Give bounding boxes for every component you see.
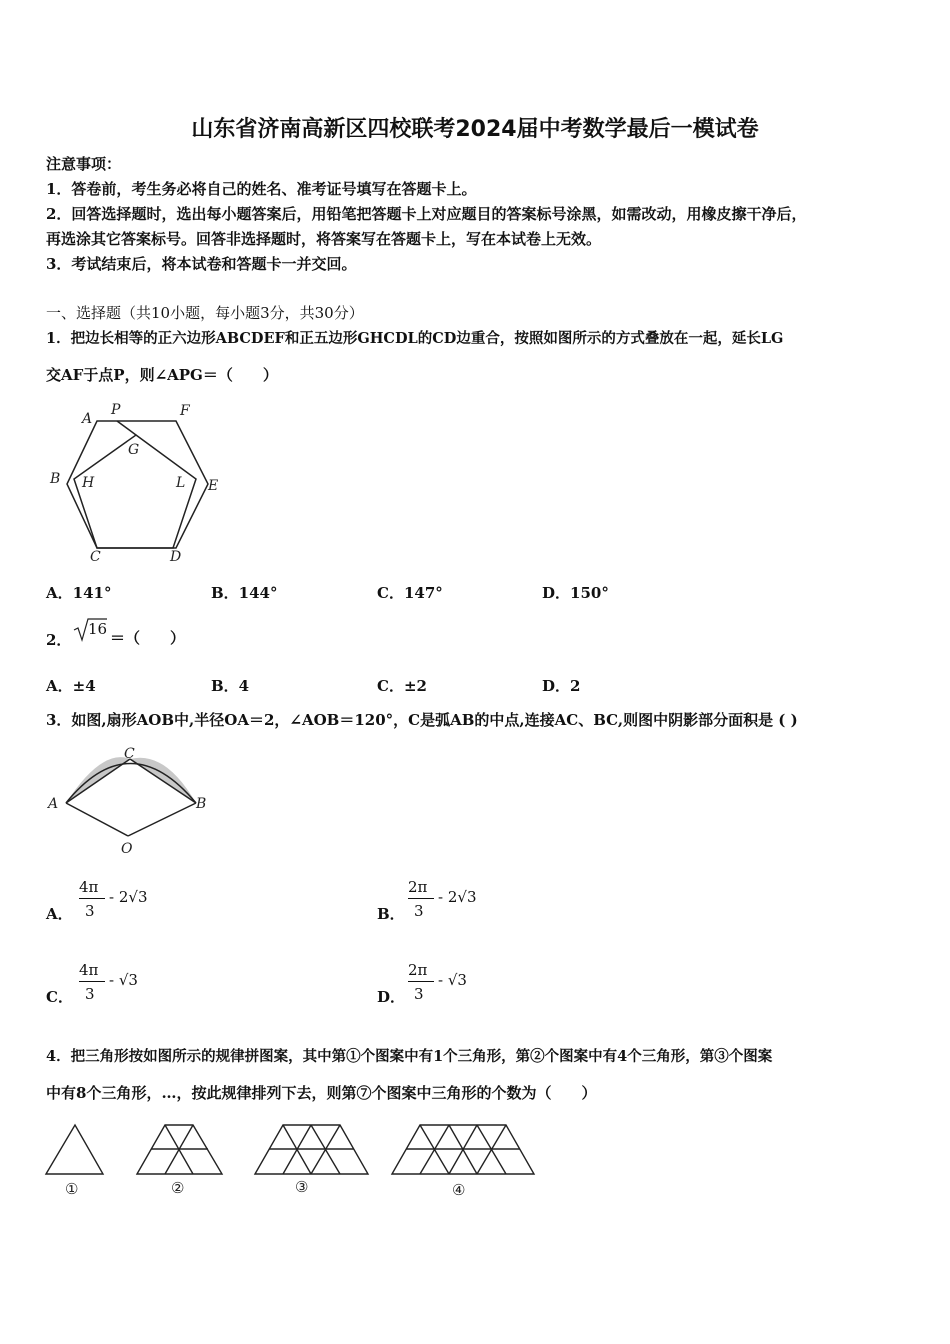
chord-ac bbox=[66, 759, 130, 803]
label-c: C bbox=[124, 746, 135, 762]
extension-line-lg bbox=[117, 421, 136, 435]
label-a: A bbox=[48, 796, 59, 812]
fraction-bar bbox=[408, 981, 434, 982]
pattern-label-4: ④ bbox=[452, 1181, 466, 1199]
q2-option-b[interactable]: B．4 bbox=[211, 677, 250, 695]
q3-option-b-rest: - 2√3 bbox=[438, 888, 477, 906]
q1-line-1: 1．把边长相等的正六边形ABCDEF和正五边形GHCDL的CD边重合，按照如图所示的方式叠放在一起，延长LG bbox=[46, 330, 784, 347]
label-b: B bbox=[50, 471, 61, 487]
q3-option-d-letter[interactable]: D． bbox=[377, 988, 406, 1006]
page-title: 山东省济南高新区四校联考2024届中考数学最后一模试卷 bbox=[191, 117, 759, 142]
pattern-label-3: ③ bbox=[295, 1178, 309, 1196]
q1-option-b[interactable]: B．144° bbox=[211, 584, 278, 602]
q2-option-d[interactable]: D．2 bbox=[542, 677, 581, 695]
q3-option-b-expr[interactable] bbox=[408, 878, 508, 924]
notes-line-2b: 再选涂其它答案标号。回答非选择题时，将答案写在答题卡上，写在本试卷上无效。 bbox=[46, 230, 602, 248]
q3-text: 3．如图,扇形AOB中,半径OA＝2，∠AOB＝120°，C是弧AB的中点,连接AC、BC,则图中阴影部分面积是 ( ) bbox=[46, 711, 798, 729]
pattern-2-shape bbox=[137, 1125, 222, 1174]
q1-line-2: 交AF于点P，则∠APG＝（ ） bbox=[46, 366, 278, 384]
notes-heading: 注意事项： bbox=[46, 155, 122, 173]
q3-option-c-den: 3 bbox=[85, 985, 95, 1003]
label-e: E bbox=[208, 478, 219, 494]
label-a: A bbox=[82, 411, 93, 427]
pattern-4-shape bbox=[392, 1125, 534, 1174]
q3-option-c-rest: - √3 bbox=[109, 971, 138, 989]
q3-option-d-den: 3 bbox=[414, 985, 424, 1003]
q2-option-c[interactable]: C．±2 bbox=[377, 677, 427, 695]
q3-option-a-expr[interactable] bbox=[79, 878, 179, 924]
label-g: G bbox=[128, 442, 140, 458]
q2-option-a[interactable]: A．±4 bbox=[46, 677, 96, 695]
radius-ob bbox=[128, 803, 196, 836]
q3-option-b-letter[interactable]: B． bbox=[377, 905, 405, 923]
q3-option-a-den: 3 bbox=[85, 902, 95, 920]
q2-number: 2． bbox=[46, 631, 72, 649]
q3-option-a-rest: - 2√3 bbox=[109, 888, 148, 906]
sector-figure bbox=[40, 744, 220, 859]
label-f: F bbox=[180, 403, 190, 419]
label-c: C bbox=[90, 549, 101, 565]
notes-line-3: 3．考试结束后，将本试卷和答题卡一并交回。 bbox=[46, 255, 357, 273]
radius-oa bbox=[66, 803, 128, 836]
label-b: B bbox=[196, 796, 207, 812]
arc-ab bbox=[66, 764, 196, 804]
notes-line-2a: 2．回答选择题时，选出每小题答案后，用铅笔把答题卡上对应题目的答案标号涂黑，如需改动，用橡皮擦干净后， bbox=[46, 205, 807, 223]
triangle-patterns-figure bbox=[40, 1120, 540, 1205]
q1-option-c[interactable]: C．147° bbox=[377, 584, 443, 602]
q3-option-b-den: 3 bbox=[414, 902, 424, 920]
q3-option-d-num: 2π bbox=[408, 961, 428, 979]
notes-line-1: 1．答卷前，考生务必将自己的姓名、准考证号填写在答题卡上。 bbox=[46, 180, 477, 198]
hexagon-pentagon-figure bbox=[40, 398, 230, 568]
q3-option-d-expr[interactable] bbox=[408, 961, 508, 1007]
pattern-3-shape bbox=[255, 1125, 368, 1174]
section-heading: 一、选择题（共10小题，每小题3分，共30分） bbox=[46, 304, 364, 322]
q1-option-d[interactable]: D．150° bbox=[542, 584, 609, 602]
q4-line-2: 中有8个三角形，…，按此规律排列下去，则第⑦个图案中三角形的个数为（ ） bbox=[46, 1084, 597, 1102]
q1-option-a[interactable]: A．141° bbox=[46, 584, 112, 602]
pattern-label-1: ① bbox=[65, 1180, 79, 1198]
q4-line-1: 4．把三角形按如图所示的规律拼图案，其中第①个图案中有1个三角形，第②个图案中有4个三角形，第③个图案 bbox=[46, 1048, 773, 1065]
q3-option-c-num: 4π bbox=[79, 961, 99, 979]
q3-option-b-num: 2π bbox=[408, 878, 428, 896]
label-p: P bbox=[111, 402, 121, 418]
q3-option-d-rest: - √3 bbox=[438, 971, 467, 989]
label-l: L bbox=[176, 475, 186, 491]
label-h: H bbox=[82, 475, 95, 491]
pattern-1-shape bbox=[46, 1125, 103, 1174]
q2-radicand: 16 bbox=[88, 620, 108, 638]
fraction-bar bbox=[79, 981, 105, 982]
q2-tail: ＝（ ） bbox=[110, 629, 186, 647]
q3-option-c-expr[interactable] bbox=[79, 961, 179, 1007]
q3-option-a-letter[interactable]: A． bbox=[46, 905, 73, 923]
pattern-label-2: ② bbox=[171, 1179, 185, 1197]
label-d: D bbox=[170, 549, 182, 565]
fraction-bar bbox=[408, 898, 434, 899]
fraction-bar bbox=[79, 898, 105, 899]
q3-option-a-num: 4π bbox=[79, 878, 99, 896]
label-o: O bbox=[121, 841, 133, 857]
q3-option-c-letter[interactable]: C． bbox=[46, 988, 73, 1006]
